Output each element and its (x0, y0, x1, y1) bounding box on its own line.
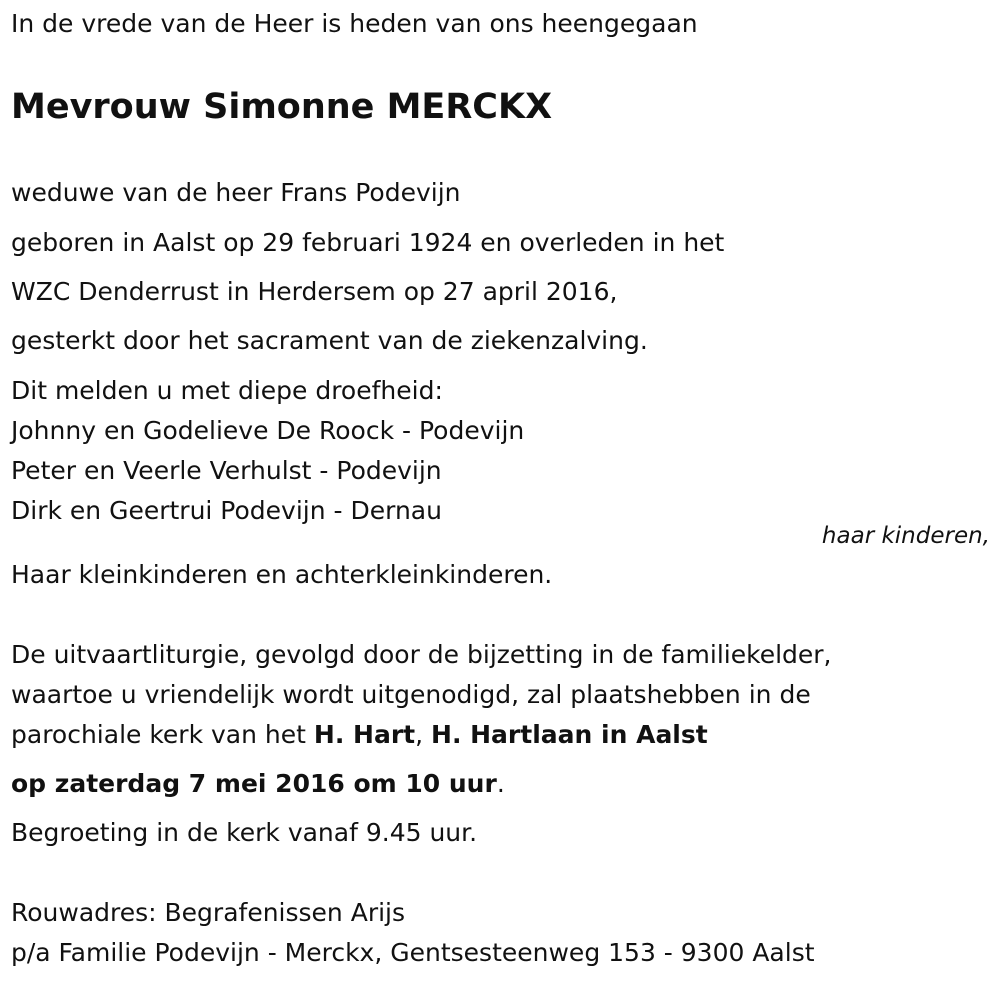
detail-line-1: weduwe van de heer Frans Podevijn (11, 178, 461, 207)
church-street: H. Hartlaan in Aalst (431, 720, 708, 749)
child-line-1: Johnny en Godelieve De Roock - Podevijn (11, 416, 525, 445)
greeting-text: Begroeting in de kerk vanaf 9.45 uur. (11, 818, 478, 847)
funeral-date: op zaterdag 7 mei 2016 om 10 uur (11, 769, 497, 798)
address-line-1: Rouwadres: Begrafenissen Arijs (11, 898, 406, 927)
funeral-line-3 (11, 720, 708, 750)
address-line-2: p/a Familie Podevijn - Merckx, Gentsesteenweg 153 - 9300 Aalst (11, 938, 815, 967)
funeral-line-1: De uitvaartliturgie, gevolgd door de bijzetting in de familiekelder, (11, 640, 832, 669)
detail-line-2: geboren in Aalst op 29 februari 1924 en overleden in het (11, 228, 725, 257)
detail-line-4: gesterkt door het sacrament van de ziekenzalving. (11, 326, 648, 355)
funeral-line-2: waartoe u vriendelijk wordt uitgenodigd, zal plaatshebben in de (11, 680, 811, 709)
funeral-date-suffix: . (496, 769, 505, 798)
church-separator: , (415, 720, 432, 749)
intro-text: In de vrede van de Heer is heden van ons heengegaan (11, 9, 698, 38)
child-line-3: Dirk en Geertrui Podevijn - Dernau (11, 496, 442, 525)
funeral-line-3-prefix: parochiale kerk van het (11, 720, 314, 749)
grandchildren-text: Haar kleinkinderen en achterkleinkinderen. (11, 560, 553, 589)
church-name: H. Hart (313, 720, 416, 749)
deceased-name: Mevrouw Simonne MERCKX (11, 87, 553, 127)
children-label: haar kinderen, (821, 523, 990, 549)
detail-line-3: WZC Denderrust in Herdersem op 27 april 2016, (11, 277, 618, 306)
child-line-2: Peter en Veerle Verhulst - Podevijn (11, 456, 442, 485)
announcement-text: Dit melden u met diepe droefheid: (11, 376, 443, 405)
funeral-date-line (11, 769, 505, 799)
